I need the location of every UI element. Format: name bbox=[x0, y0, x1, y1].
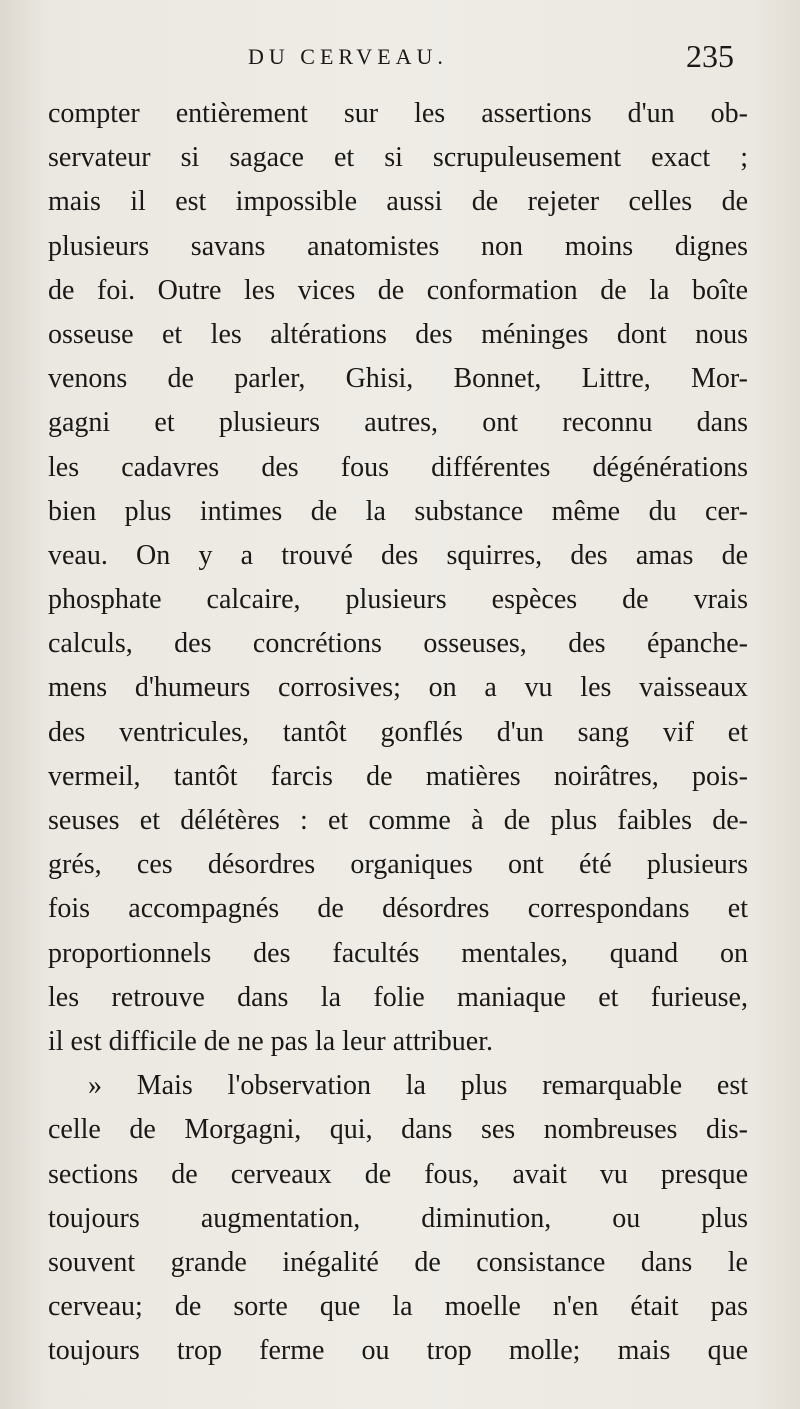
text-line: compter entièrement sur les assertions d'un ob- bbox=[48, 98, 748, 129]
text-line: proportionnels des facultés mentales, quand on bbox=[48, 937, 748, 969]
text-line: phosphate calcaire, plusieurs espèces de vrais bbox=[48, 584, 748, 616]
text-line: venons de parler, Ghisi, Bonnet, Littre, Mor- bbox=[48, 363, 748, 395]
text-line: vermeil, tantôt farcis de matières noirâtres, pois- bbox=[48, 760, 748, 792]
text-line: celle de Morgagni, qui, dans ses nombreuses dis- bbox=[48, 1114, 748, 1146]
text-line: bien plus intimes de la substance même du cer- bbox=[48, 495, 748, 527]
text-line: seuses et délétères : et comme à de plus faibles de- bbox=[48, 805, 748, 836]
text-line: osseuse et les altérations des méninges dont nous bbox=[48, 318, 748, 350]
text-line: plusieurs savans anatomistes non moins dignes bbox=[48, 230, 748, 262]
running-head: DU CERVEAU. bbox=[248, 44, 448, 69]
text-line: des ventricules, tantôt gonflés d'un sang vif et bbox=[48, 716, 748, 748]
text-line: servateur si sagace et si scrupuleusement exact ; bbox=[48, 142, 748, 174]
text-line: toujours trop ferme ou trop molle; mais que bbox=[48, 1335, 748, 1367]
text-line: souvent grande inégalité de consistance dans le bbox=[48, 1246, 748, 1278]
text-line: sections de cerveaux de fous, avait vu presque bbox=[48, 1158, 748, 1190]
text-line: fois accompagnés de désordres correspondans et bbox=[48, 893, 748, 925]
text-line: calculs, des concrétions osseuses, des épanche- bbox=[48, 628, 748, 660]
text-line: il est difficile de ne pas la leur attribuer. bbox=[48, 1025, 493, 1057]
text-line: les retrouve dans la folie maniaque et furieuse, bbox=[48, 981, 748, 1013]
text-line: les cadavres des fous différentes dégénérations bbox=[48, 451, 748, 483]
text-line: toujours augmentation, diminution, ou plus bbox=[48, 1202, 748, 1234]
text-line: gagni et plusieurs autres, ont reconnu dans bbox=[48, 407, 748, 439]
page-number: 235 bbox=[686, 38, 734, 74]
body-text bbox=[48, 92, 748, 1373]
text-line: grés, ces désordres organiques ont été plusieurs bbox=[48, 849, 748, 881]
text-line: » Mais l'observation la plus remarquable est bbox=[88, 1070, 748, 1102]
text-line: cerveau; de sorte que la moelle n'en était pas bbox=[48, 1291, 748, 1323]
text-line: mais il est impossible aussi de rejeter celles de bbox=[48, 186, 748, 218]
text-line: veau. On y a trouvé des squirres, des amas de bbox=[48, 539, 748, 571]
text-line: de foi. Outre les vices de conformation de la boîte bbox=[48, 274, 748, 306]
text-line: mens d'humeurs corrosives; on a vu les vaisseaux bbox=[48, 672, 748, 704]
